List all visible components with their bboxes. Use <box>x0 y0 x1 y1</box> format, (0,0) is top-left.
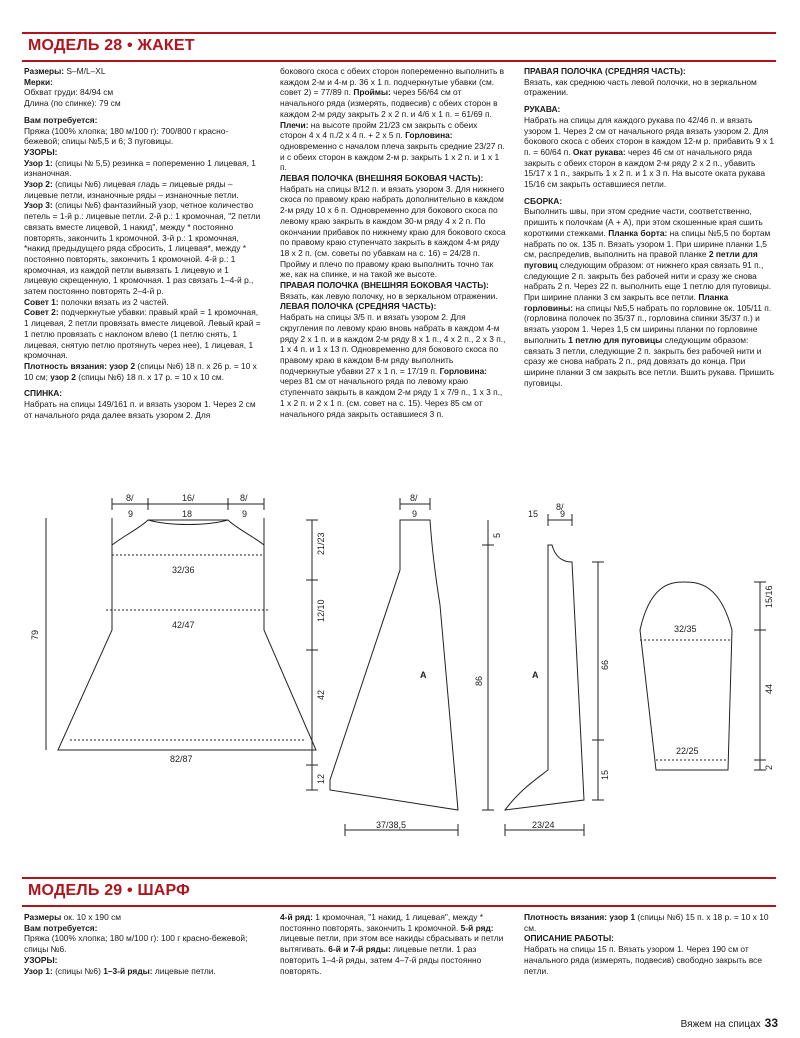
paragraph <box>24 933 262 954</box>
text-run: Набрать на спицы 15 п. Вязать узором 1. Через 190 см от начального ряда (измерять, подвесив) свободно закрыть все петли. <box>524 944 763 976</box>
mid-height-label: 86 <box>474 675 484 686</box>
model28-col2 <box>280 66 506 419</box>
back-piece-outline <box>58 518 316 750</box>
text-run: Пряжа (100% хлопка; 180 м/100 г): 700/800 г красно-бежевой; спицы №5,5 и 6; 3 пуговицы. <box>24 125 229 147</box>
model28-header <box>22 32 776 62</box>
paragraph <box>280 291 506 302</box>
front-width-label: 37/38,5 <box>376 820 407 830</box>
bold-run: 6-й и 7-й ряды: <box>328 944 391 955</box>
paragraph <box>24 399 262 420</box>
paragraph <box>24 361 262 382</box>
text-run: лицевые петли, при этом все накиды сбрасывать и петли вытягивать. <box>280 933 504 955</box>
back-height-label: 79 <box>30 629 40 640</box>
back-neck <box>148 520 228 525</box>
h-label-2: 12/10 <box>316 599 326 622</box>
paragraph <box>280 280 506 291</box>
text-run: одновременно с началом плеча закрыть средние 23/27 п. и с обеих сторон в каждом 2-м р. закрыть 1 х 2 п. и 1 х 1 п. <box>280 140 505 173</box>
paragraph <box>24 126 262 147</box>
bold-run: ПРАВАЯ ПОЛОЧКА (СРЕДНЯЯ ЧАСТЬ): <box>524 66 686 76</box>
text-run: подчеркнутые убавки: правый край = 1 кромочная, 1 лицевая, 2 петли провязать вместе лицевой. Левый край = 1 петлю провязать с наклоном влево (1 петлю снять, 1 лицевая, снятую петлю протянуть через нее), 1 лицевая, 1 кромочная. <box>24 307 261 361</box>
text-run: Вязать, как среднюю часть левой полочки, но в зеркальном отражении. <box>524 76 757 98</box>
text-run: следующим образом: от нижнего края связать 91 п., следующие 2 п. закрыть без рабочей нити и сразу же снова набрать 2 п. Через 22 п. выполнить еще 1 петлю для пуговицы. При ширине планки 3 см закрыть все петли. <box>524 259 772 303</box>
text-run: (спицы № 5,5) резинка = попеременно 1 лицевая, 1 изнаночная. <box>24 157 256 179</box>
paragraph <box>280 312 506 419</box>
h-label-3: 42 <box>316 689 326 700</box>
paragraph <box>24 200 262 296</box>
text-run: (спицы №6) <box>52 965 104 976</box>
bold-run: Плотность вязания: узор 1 <box>524 912 636 922</box>
bold-run: Вам потребуется: <box>24 922 98 933</box>
text-run: Длина (по спинке): 79 см <box>24 98 121 109</box>
bold-run: 1 петлю для пуговицы <box>568 334 663 345</box>
back-top-right-label: 8/ <box>240 493 248 503</box>
paragraph <box>280 66 506 173</box>
bold-run: РУКАВА: <box>524 104 561 115</box>
paragraph <box>280 301 506 312</box>
bold-run: 1–3-й ряды: <box>103 965 153 976</box>
front-middle-outline <box>505 545 584 810</box>
text-run: лицевые петли. <box>152 965 216 976</box>
text-run: на высоте пройм 21/23 см закрыть с обеих сторон 4 х 4 п./2 х 4 п. + 2 х 5 п. <box>280 119 478 141</box>
bold-run: 5-й ряд: <box>460 922 494 933</box>
paragraph <box>24 955 262 966</box>
paragraph <box>524 944 776 976</box>
front-side-outline <box>330 520 458 810</box>
back-waist-label: 42/47 <box>172 620 195 630</box>
bold-run: Вам потребуется: <box>24 114 98 125</box>
text-run: Набрать на спицы 149/161 п. и вязать узором 1. Через 2 см от начального ряда далее вязать узором 2. Для <box>24 399 256 420</box>
paragraph <box>280 912 506 976</box>
model29-col3 <box>524 912 776 976</box>
page-number: 33 <box>764 1016 778 1030</box>
text-run: ок. 10 х 190 см <box>61 912 122 922</box>
text-run: (спицы №6) 18 п. х 26 р. = 10 х 10 см; <box>24 360 257 382</box>
text-run: Выполнить швы, при этом средние части, соответственно, пришить к полочкам (А + А), при этом скошенные края сшить короткими стежками. <box>524 206 763 238</box>
sleeve-height-label: 44 <box>764 683 774 694</box>
paragraph <box>24 77 262 88</box>
paragraph <box>524 933 776 944</box>
paragraph <box>24 297 262 308</box>
model29-title: МОДЕЛЬ 29 • ШАРФ <box>28 882 191 899</box>
mid-bottom-height-label: 15 <box>600 769 610 780</box>
paragraph <box>24 388 262 399</box>
text-run: Вязать, как левую полочку, но в зеркальном отражении. <box>280 290 498 301</box>
paragraph <box>24 158 262 179</box>
text-run: бокового скоса с обеих сторон попеременно выполнить в каждом 2-м и 4-м р. 36 х 1 п. подчеркнутые убавки (см. совет 2) = 77/89 п. <box>280 66 505 98</box>
text-run: (спицы №6) 18 п. х 17 р. = 10 х 10 см. <box>75 371 224 382</box>
text-run: Набрать на спицы 3/5 п. и вязать узором 2. Для скругления по левому краю вновь набрать в каждом 4-м ряду 2 х 1 п. и в каждом 2-м ряду 8 х 1 п., 4 х 2 п., 2 х 3 п., 1 х 4 п. и 1 х 13 п. Одновременно для бокового скоса по правому краю в каждом 8-м ряду выполнить подчеркнутые убавки 27 х 1 п. = 17/19 п. <box>280 312 506 376</box>
back-top-right-label2: 9 <box>242 509 248 519</box>
paragraph <box>24 179 262 200</box>
bold-run: Узор 1: <box>24 965 53 976</box>
bold-run: 4-й ряд: <box>280 912 313 922</box>
model29-col2 <box>280 912 506 976</box>
paragraph <box>524 912 776 933</box>
pattern-diagram <box>0 490 800 850</box>
sleeve-cuff-label: 22/25 <box>676 746 699 756</box>
paragraph <box>24 66 262 77</box>
text-run: (спицы №6) лицевая гладь = лицевые ряды – лицевые петли, изнаночные ряды – изнаночные петли. <box>24 179 239 200</box>
bold-run: Размеры <box>24 912 62 922</box>
back-chest-label: 32/36 <box>172 565 195 575</box>
mid-mark-a: A <box>532 670 539 680</box>
text-run: через 46 см от начального ряда закрыть с обеих сторон в каждом 2-м ряду 2 х 2 п., убавить 15/17 х 1 п., закрыть 1 х 2 п. и 1 х 3 п. На высоте оката рукава 15/16 см закрыть оставшиеся петли. <box>524 146 765 190</box>
front-top-label2: 9 <box>412 509 418 519</box>
bold-run: Горловина: <box>405 130 453 141</box>
paragraph <box>24 966 262 977</box>
text-run: Пряжа (100% хлопка; 180 м/100 г): 100 г красно-бежевой; спицы №6. <box>24 933 248 955</box>
text-run: 1 кромочная, "1 накид, 1 лицевая", между * постоянно повторять, закончить 1 кромочной. <box>280 912 484 933</box>
bold-run: ПРАВАЯ ПОЛОЧКА (ВНЕШНЯЯ БОКОВАЯ ЧАСТЬ): <box>280 280 489 291</box>
model29-col1 <box>24 912 262 976</box>
text-run: лицевые петли. 1 раз повторить 1–4-й ряды, затем 4–7-й ряды постоянно повторять. <box>280 944 482 976</box>
bold-run: Окат рукава: <box>572 146 626 157</box>
mid-top-right-label: 15 <box>528 509 539 519</box>
bold-run: УЗОРЫ: <box>24 146 58 157</box>
paragraph <box>280 173 506 184</box>
mid-top-r3-label: 9 <box>560 509 566 519</box>
text-run: через 81 см от начального ряда по левому краю ступенчато закрыть в каждом 2-м ряду 1 х 7/9 п., 1 х 3 п., 1 х 2 п. и 2 х 1 п. (см. совет на с. 15). Через 85 см от начального ряда закрыть оставшиеся 3 п. <box>280 376 503 419</box>
paragraph <box>24 147 262 158</box>
magazine-name: Вяжем на спицах <box>680 1019 761 1030</box>
paragraph <box>524 66 776 77</box>
paragraph <box>280 184 506 280</box>
paragraph <box>524 206 776 388</box>
mid-top-left-label: 5 <box>492 532 502 538</box>
page-footer <box>681 1016 778 1030</box>
front-mark-a: A <box>420 670 427 680</box>
bold-run: Узор 1: <box>24 157 53 168</box>
model29-header <box>22 877 776 907</box>
paragraph <box>24 98 262 109</box>
paragraph <box>24 87 262 98</box>
text-run: Обхват груди: 84/94 см <box>24 87 114 98</box>
paragraph <box>24 307 262 361</box>
bold-run: Совет 1: <box>24 296 59 307</box>
bold-run: ЛЕВАЯ ПОЛОЧКА (СРЕДНЯЯ ЧАСТЬ): <box>280 301 437 312</box>
sleeve-width-label: 32/35 <box>674 624 697 634</box>
bold-run: Горловина: <box>439 365 488 376</box>
bold-run: Планка горловины: <box>524 292 729 313</box>
paragraph <box>524 77 776 98</box>
text-run: S–M/L–XL <box>64 66 106 76</box>
paragraph <box>524 104 776 115</box>
bold-run: Проймы: <box>353 87 391 98</box>
back-top-mid-label2: 18 <box>182 509 193 519</box>
back-hem-label: 82/87 <box>170 754 193 764</box>
bold-run: Мерки: <box>24 76 53 87</box>
h-label-4: 12 <box>316 773 326 784</box>
front-top-label: 8/ <box>410 493 418 503</box>
paragraph <box>24 923 262 934</box>
sleeve-cap-label: 15/16 <box>764 585 774 608</box>
bold-run: 2 петли для пуговиц <box>524 249 758 270</box>
text-run: полочки вязать из 2 частей. <box>58 296 169 307</box>
text-run: Набрать на спицы 8/12 п. и вязать узором 3. Для нижнего скоса по правому краю набрать дополнительно в каждом 2-м ряду 10 х 6 п. Одновременно для бокового скоса по левому краю закрыть в каждом 30-м ряду 4 х 2 п. По окончании прибавок по нижнему краю для бокового скоса по правому краю ступенчато закрыть в каждом 4-м ряду 18 х 2 п. (см. советы по убавкам на с. 16) = 24/28 п. Пройму и плечо по правому краю выполнить точно так же, как на спинке, и на такой же высоте. <box>280 183 506 280</box>
bold-run: Совет 2: <box>24 307 59 318</box>
bold-run: Узор 2: <box>24 179 53 190</box>
bold-run: Размеры: <box>24 66 65 76</box>
bold-run: узор 2 <box>50 371 76 382</box>
text-run: следующим образом: связать 3 петли, следующие 2 п. закрыть без рабочей нити и сразу же снова набрать 2 п., ряд довязать до конца. При ширине планки 3 см закрыть все петли. Вшить рукава. Пришить пуговицы. <box>524 334 775 388</box>
bold-run: Плотность вязания: узор 2 <box>24 360 136 371</box>
text-run: (спицы №6) фантазийный узор, четное количество петель = 1-й р.: лицевые петли. 2-й р.: 1 кромочная, "2 петли связать вместе лицевой, 1 накид", между * постоянно повторять, закончить 1 кромочной. 3-й р.: 1 кромочная, *накид предыдущего ряда сбросить, 1 лицевая*, между * постоянно повторять, закончить 1 кромочной. 4-й р.: 1 кромочная, из каждой петли вывязать 1 лицевую и 1 лицевую скрещенную, 1 кромочная. 1 раз связать 1–4-й р., затем постоянно повторять 2–4-й р. <box>24 200 261 297</box>
mid-top-r2-label: 8/ <box>556 502 564 512</box>
sleeve-outline <box>640 582 732 770</box>
text-run: на спицы №5,5 по бортам набрать по ок. 135 п. Вязать узором 1. При ширине планки 1,5 см, распределив, выполнить на правой планке <box>524 227 771 260</box>
bold-run: ЛЕВАЯ ПОЛОЧКА (ВНЕШНЯЯ БОКОВАЯ ЧАСТЬ): <box>280 173 484 184</box>
model28-title: МОДЕЛЬ 28 • ЖАКЕТ <box>28 37 195 54</box>
text-run: на спицы №5,5 набрать по горловине ок. 105/11 п. (горловина полочек по 35/37 п., горловина спинки 35/37 п.) и вязать узором 1. Через 1,5 см ширины планки по горловине выполнить <box>524 302 772 345</box>
bold-run: СПИНКА: <box>24 388 63 399</box>
text-run: (спицы №6) 15 п. х 18 р. = 10 х 10 см. <box>524 912 769 933</box>
sleeve-bottom-label: 2 <box>764 764 774 770</box>
bold-run: Узор 3: <box>24 200 53 211</box>
bold-run: Плечи: <box>280 119 309 130</box>
paragraph <box>524 115 776 190</box>
mid-right-height-label: 66 <box>600 659 610 670</box>
paragraph <box>24 115 262 126</box>
text-run: Набрать на спицы для каждого рукава по 42/46 п. и вязать узором 1. Через 2 см от начального ряда вязать узором 2. Для бокового скоса с обеих сторон в каждом 12-м р. прибавить 9 х 1 п. = 60/64 п. <box>524 114 775 157</box>
back-top-left-label: 8/ <box>126 493 134 503</box>
mid-width-label: 23/24 <box>532 820 555 830</box>
model28-col1 <box>24 66 262 421</box>
paragraph <box>24 912 262 923</box>
text-run: через 56/64 см от начального ряда (измерять, подвесив) с обеих сторон в каждом 2-м ряду закрыть 2 х 2 п. и 4/6 х 1 п. = 61/69 п. <box>280 87 498 119</box>
back-top-left-label2: 9 <box>128 509 134 519</box>
model28-col3 <box>524 66 776 388</box>
bold-run: УЗОРЫ: <box>24 954 58 965</box>
back-top-mid-label: 16/ <box>182 493 195 503</box>
bold-run: Планка борта: <box>608 227 668 238</box>
bold-run: СБОРКА: <box>524 195 563 206</box>
bold-run: ОПИСАНИЕ РАБОТЫ: <box>524 933 614 944</box>
h-label-1: 21/23 <box>316 532 326 555</box>
paragraph <box>524 196 776 207</box>
